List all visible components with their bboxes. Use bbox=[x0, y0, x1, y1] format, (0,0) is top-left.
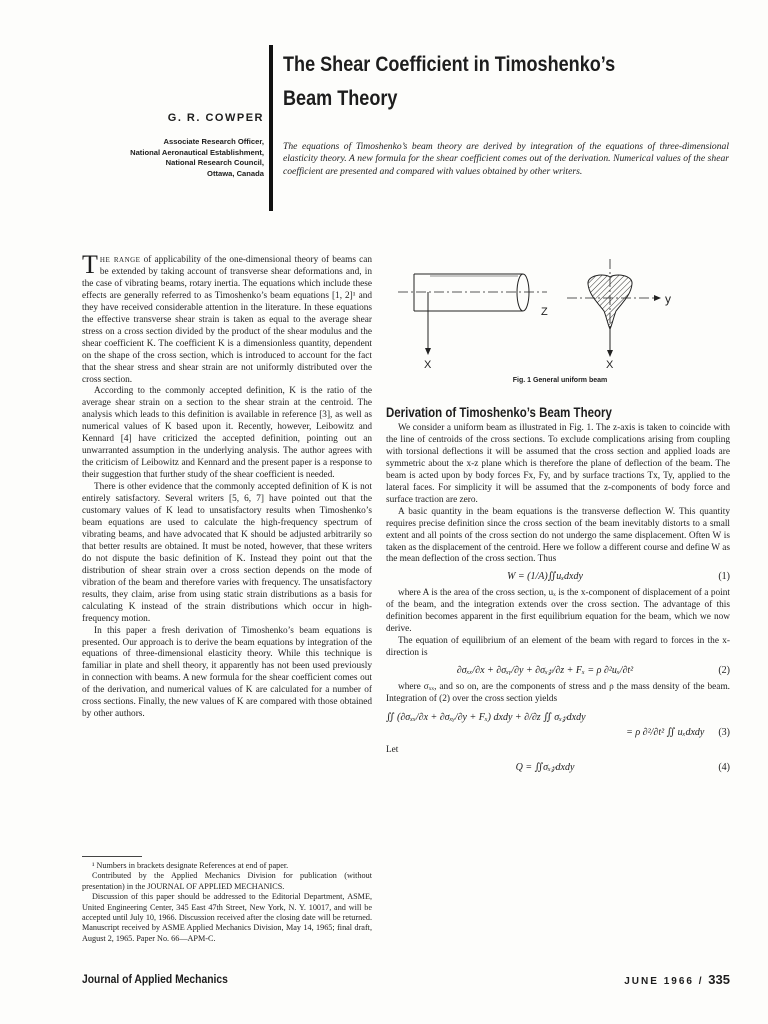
paragraph: According to the commonly accepted definition, K is the ratio of the average shear strain on a section to the shear strain at the centroid. The analysis which leads to this definition is available in reference [3], as well as numerical values of K based upon it. Recently, however, Leibowitz and Kennard [4] have criticized the accepted definition, pointing out an unwarranted assumption in the underlying analysis. The author agrees with the criticism of Leibowitz and Kennard and the present paper is a response to their suggestion that further study of the shear coefficient is needed. bbox=[82, 386, 372, 481]
equation-body: = ρ ∂²/∂t² ∬ uₓdxdy bbox=[626, 726, 705, 738]
paragraph: In this paper a fresh derivation of Timoshenko’s beam equations is presented. Our approach is to derive the beam equations by integration of the equations of three-dimensional elasticity theory. While this technique is familiar in plate and shell theory, it apparently has not been used previously in connection with beams. A new formula for the shear coefficient comes out of the derivation, and numerical values of K are calculated for a number of cross sections. Finally, the new values of K are compared with those obtained by other authors. bbox=[82, 625, 372, 720]
footnotes bbox=[82, 856, 372, 944]
footnote-rule bbox=[82, 856, 142, 857]
issue-date: JUNE 1966 / bbox=[624, 976, 704, 987]
title-line: The Shear Coefficient in Timoshenko’s bbox=[283, 53, 616, 76]
axis-label-y: y bbox=[665, 292, 671, 306]
left-column bbox=[82, 250, 373, 721]
equation-2 bbox=[386, 665, 730, 677]
paragraph: A basic quantity in the beam equations is the transverse deflection W. This quantity requires precise definition since the cross section of the beam inevitably distorts to a small extent and all points of the cross section do not undergo the same displacement. Often W is taken as the displacement of the centroid. Here we follow a different course and define W as the mean deflection of the cross section. Thus bbox=[386, 506, 730, 565]
journal-name: Journal of Applied Mechanics bbox=[82, 972, 228, 986]
affiliation-line: Associate Research Officer, bbox=[163, 137, 264, 146]
equation-4 bbox=[386, 762, 730, 774]
figure-beam bbox=[390, 255, 730, 380]
affiliation-line: National Research Council, bbox=[165, 158, 264, 168]
right-column bbox=[386, 423, 730, 779]
paragraph: There is other evidence that the commonly accepted definition of K is not entirely satisfactory. Several writers [5, 6, 7] have pointed out that the customary values of K lead to unsatisfactory results when Timoshenko’s beam equations are used to calculate the high-frequency spectrum of vibrating beams, and have advocated that K should be adjusted arbitrarily so that better results are obtained. It must be noted, however, that these writers do not dispute the basic definition of K. Instead they point out that the distribution of shear strain over a cross section depends on the mode of vibration of the beam and therefore varies with frequency. The unsatisfactory results, they claim, arise from using static strain distributions as a basis for calculating K instead of the strain distributions which occur in high-frequency motion. bbox=[82, 482, 372, 624]
author-block bbox=[40, 112, 264, 179]
equation-1 bbox=[386, 571, 730, 583]
author-name: G. R. COWPER bbox=[167, 112, 264, 124]
footnote: Discussion of this paper should be addressed to the Editorial Department, ASME, United Engineering Center, 345 East 47th Street, New York, N. Y. 10017, and will be accepted until July 10, 1966. Discussion received after the closing date will be returned. Manuscript received by ASME Applied Mechanics Division, May 14, 1965; final draft, August 2, 1965. Paper No. 66—APM-C. bbox=[82, 892, 372, 943]
footnote: ¹ Numbers in brackets designate References at end of paper. bbox=[92, 861, 289, 870]
section-heading: Derivation of Timoshenko’s Beam Theory bbox=[386, 404, 612, 420]
title-line: Beam Theory bbox=[283, 87, 398, 110]
footnote: Contributed by the Applied Mechanics Division for publication (without presentation) in the JOURNAL OF APPLIED MECHANICS. bbox=[82, 871, 372, 891]
affiliation-line: Ottawa, Canada bbox=[207, 168, 264, 178]
equation-number: (1) bbox=[718, 571, 730, 583]
smallcaps-lead: he range bbox=[99, 255, 141, 265]
equation-body: ∂σₓₓ/∂x + ∂σₓᵧ/∂y + ∂σₓ𝓏/∂z + Fₓ = ρ ∂²uₓ/∂t² bbox=[456, 665, 634, 677]
equation-body: ∬ (∂σₓₓ/∂x + ∂σₓᵧ/∂y + Fₓ) dxdy + ∂/∂z ∬ σₓ𝓏dxdy bbox=[386, 711, 586, 723]
paragraph: We consider a uniform beam as illustrated in Fig. 1. The z-axis is taken to coincide with the line of centroids of the cross sections. To exclude complications arising from coupling with torsional deflections it will be assumed that the cross section and applied loads are symmetric about the x-z plane which is therefore the plane of deflection of the beam. The beam is acted upon by body forces Fx, Fy, and by surface tractions Tx, Ty, applied to the lateral faces. For simplicity it will be assumed that the z-components of body force and surface traction are zero. bbox=[386, 423, 730, 505]
abstract: The equations of Timoshenko’s beam theory are derived by integration of the equations of three-dimensional elasticity theory. A new formula for the shear coefficient comes out of the derivation. Numerical values of the shear coefficient are presented and compared with values obtained by other writers. bbox=[283, 141, 729, 177]
arrow-x-left bbox=[425, 348, 431, 355]
axis-label-x-left: X bbox=[424, 359, 432, 371]
drop-cap: T bbox=[82, 250, 98, 279]
figure-caption: Fig. 1 General uniform beam bbox=[512, 377, 608, 384]
axis-label-z: Z bbox=[541, 306, 548, 318]
equation-number: (4) bbox=[718, 761, 730, 773]
paragraph: The equation of equilibrium of an element of the beam with regard to forces in the x-direction is bbox=[386, 636, 730, 659]
paragraph-text: of applicability of the one-dimensional theory of beams can be extended by taking account of transverse shear deformations and, in the case of vibrating beams, rotary inertia. The equations which include these effects are generally referred to as Timoshenko’s beam equations [1, 2]¹ and they have received considerable attention in the literature. In these equations the effective transverse shear strain is taken as equal to the average shear stress on a cross section divided by the product of the shear modulus and the shear coefficient K. The coefficient K is a dimensionless quantity, dependent on the shape of the cross section, which is introduced to account for the fact that the shear stress and shear strain are not uniformly distributed over the cross section. bbox=[82, 255, 373, 385]
equation-body: Q = ∬σₓ𝓏dxdy bbox=[515, 761, 575, 773]
paragraph: where A is the area of the cross section, uₓ is the x-component of displacement of a point of the beam, and the integration extends over the cross section. The advantage of this definition becomes apparent in the first equilibrium equation for the beam, which we now derive. bbox=[386, 588, 730, 635]
paragraph bbox=[82, 250, 373, 386]
paper-title bbox=[283, 48, 615, 116]
beam-drawing bbox=[398, 274, 547, 350]
page-number: 335 bbox=[708, 972, 730, 987]
equation-body: W = (1/A)∬uₓdxdy bbox=[507, 571, 583, 583]
affiliation-line: National Aeronautical Establishment, bbox=[130, 147, 264, 157]
paragraph: where σₓₓ, and so on, are the components of stress and ρ the mass density of the beam. Integration of (2) over the cross section yields bbox=[386, 682, 730, 705]
page-footer bbox=[624, 972, 730, 987]
arrow-y bbox=[654, 295, 661, 301]
equation-3 bbox=[386, 712, 730, 739]
paragraph: Let bbox=[386, 744, 399, 755]
equation-number: (2) bbox=[718, 665, 730, 677]
equation-number: (3) bbox=[718, 726, 730, 738]
cross-section bbox=[567, 259, 656, 353]
arrow-x-right bbox=[607, 350, 613, 357]
axis-label-x-right: X bbox=[606, 359, 614, 371]
title-rule bbox=[269, 45, 273, 211]
